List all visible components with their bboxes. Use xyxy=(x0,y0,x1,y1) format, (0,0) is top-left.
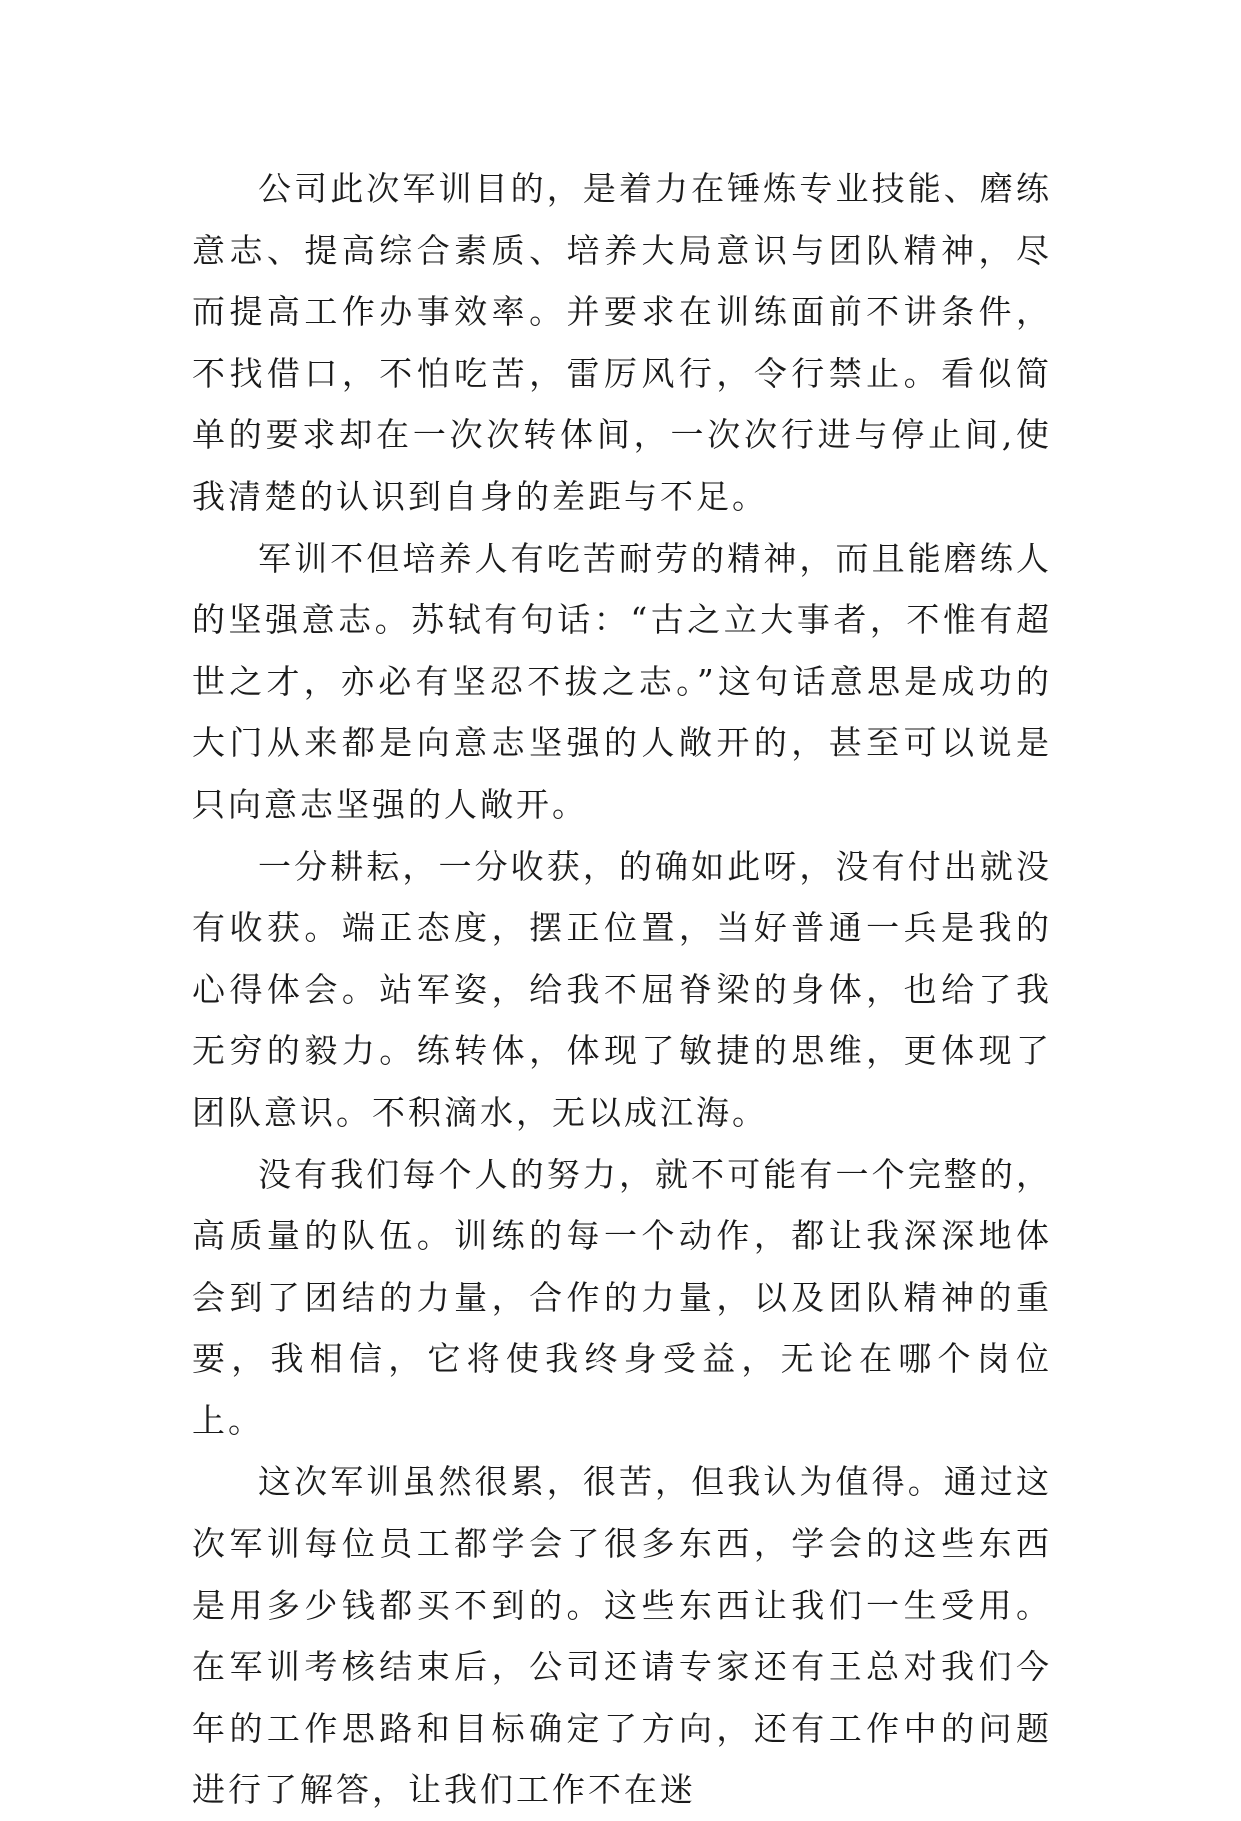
paragraph: 公司此次军训目的，是着力在锤炼专业技能、磨练意志、提高综合素质、培养大局意识与团队精神，尽而提高工作办事效率。并要求在训练面前不讲条件，不找借口，不怕吃苦，雷厉风行，令行禁止。看似简单的要求却在一次次转体间，一次次行进与停止间,使我清楚的认识到自身的差距与不足。 xyxy=(192,169,1052,516)
paragraph: 这次军训虽然很累，很苦，但我认为值得。通过这次军训每位员工都学会了很多东西，学会的这些东西是用多少钱都买不到的。这些东西让我们一生受用。在军训考核结束后，公司还请专家还有王总对我们今年的工作思路和目标确定了方向，还有工作中的问题进行了解答，让我们工作不在迷 xyxy=(192,1462,1052,1810)
document-body xyxy=(192,158,1052,1821)
paragraph: 军训不但培养人有吃苦耐劳的精神，而且能磨练人的坚强意志。苏轼有句话：“古之立大事者，不惟有超世之才，亦必有坚忍不拔之志。”这句话意思是成功的大门从来都是向意志坚强的人敞开的，甚至可以说是只向意志坚强的人敞开。 xyxy=(192,538,1052,824)
paragraph: 没有我们每个人的努力，就不可能有一个完整的，高质量的队伍。训练的每一个动作，都让我深深地体会到了团结的力量，合作的力量，以及团队精神的重要，我相信，它将使我终身受益，无论在哪个岗位上。 xyxy=(192,1154,1052,1440)
paragraph: 一分耕耘，一分收获，的确如此呀，没有付出就没有收获。端正态度，摆正位置，当好普通一兵是我的心得体会。站军姿，给我不屈脊梁的身体，也给了我无穷的毅力。练转体，体现了敏捷的思维，更体现了团队意识。不积滴水，无以成江海。 xyxy=(192,846,1052,1132)
